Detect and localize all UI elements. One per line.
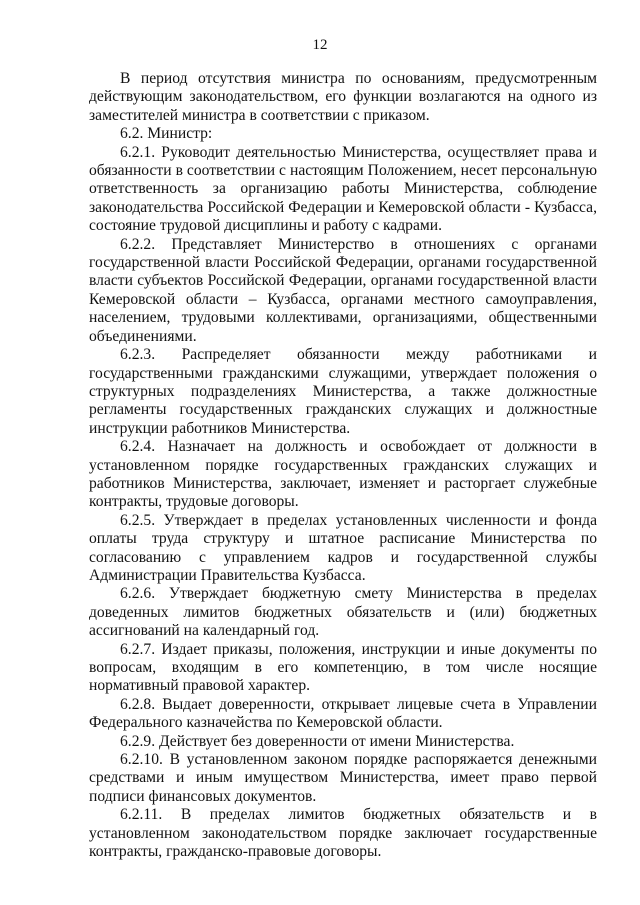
paragraph-6-2: 6.2. Министр:	[120, 125, 213, 143]
paragraph-6-2-10: 6.2.10. В установленном законом порядке распоряжается денежными средствами и иным имуществом Министерства, имеет право первой подписи финансовых документов.	[89, 751, 597, 805]
paragraph-6-2-7: 6.2.7. Издает приказы, положения, инструкции и иные документы по вопросам, входящим в его компетенцию, в том числе носящие нормативный правовой характер.	[89, 640, 597, 695]
document-body	[89, 70, 597, 861]
paragraph-6-2-6: 6.2.6. Утверждает бюджетную смету Министерства в пределах доведенных лимитов бюджетных обязательств и (или) бюджетных ассигнований на календарный год.	[89, 585, 597, 640]
paragraph-6-2-2: 6.2.2. Представляет Министерство в отношениях с органами государственной власти Российской Федерации, органами государственной власти субъектов Российской Федерации, органами государственной власти Кемеровской области – Кузбасса, органами местного самоуправления, населением, трудовыми коллективами, организациями, общественными объединениями.	[89, 235, 597, 345]
paragraph-6-2-9: 6.2.9. Действует без доверенности от имени Министерства.	[120, 732, 515, 750]
paragraph-6-2-8: 6.2.8. Выдает доверенности, открывает лицевые счета в Управлении Федерального казначейства по Кемеровской области.	[89, 695, 597, 732]
page-number: 12	[312, 37, 328, 53]
paragraph-6-2-11: 6.2.11. В пределах лимитов бюджетных обязательств и в установленном законодательством порядке заключает государственные контракты, гражданско-правовые договоры.	[89, 806, 597, 861]
paragraph-6-2-5: 6.2.5. Утверждает в пределах установленных численности и фонда оплаты труда структуру и штатное расписание Министерства по согласованию с управлением кадров и государственной службы Администрации Правительства Кузбасса.	[89, 511, 597, 584]
paragraph-minister-absence: В период отсутствия министра по основаниям, предусмотренным действующим законодательством, его функции возлагаются на одного из заместителей министра в соответствии с приказом.	[89, 70, 597, 124]
paragraph-6-2-1: 6.2.1. Руководит деятельностью Министерства, осуществляет права и обязанности в соответствии с настоящим Положением, несет персональную ответственность за организацию работы Министерства, соблюдение законодательства Российской Федерации и Кемеровской области - Кузбасса, состояние трудовой дисциплины и работу с кадрами.	[89, 143, 597, 235]
paragraph-6-2-3: 6.2.3. Распределяет обязанности между работниками и государственными гражданскими служащими, утверждает положения о структурных подразделениях Министерства, а также должностные регламенты государственных гражданских служащих и должностные инструкции работников Министерства.	[89, 346, 597, 437]
paragraph-6-2-4: 6.2.4. Назначает на должность и освобождает от должности в установленном порядке государственных гражданских служащих и работников Министерства, заключает, изменяет и расторгает служебные контракты, трудовые договоры.	[89, 438, 597, 511]
